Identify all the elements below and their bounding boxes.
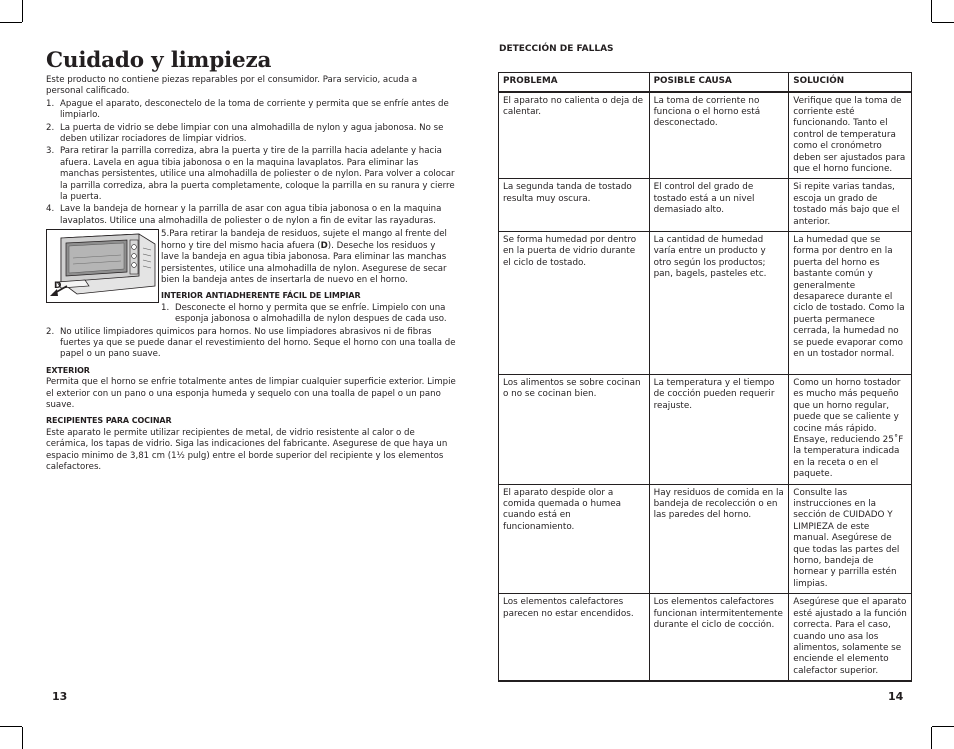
page-title: Cuidado y limpieza bbox=[46, 48, 272, 73]
table-row bbox=[499, 92, 912, 179]
crop-mark bbox=[22, 0, 23, 22]
table-row bbox=[499, 374, 912, 484]
problem-cell: El aparato despide olor a comida quemada o humea cuando está en funcionamiento. bbox=[499, 484, 650, 594]
figure-label: D bbox=[54, 281, 62, 292]
care-cleaning-section bbox=[46, 48, 456, 473]
table-row bbox=[499, 231, 912, 374]
crop-mark bbox=[932, 22, 954, 23]
table-header-row bbox=[499, 73, 912, 92]
column-header-cause: POSIBLE CAUSA bbox=[649, 73, 789, 92]
crop-mark bbox=[0, 22, 22, 23]
interior-heading: INTERIOR ANTIADHERENTE FÁCIL DE LIMPIAR bbox=[161, 291, 361, 301]
troubleshooting-table bbox=[498, 72, 912, 682]
list-item: 4. Lave la bandeja de hornear y la parrilla de asar con agua tibia jabonosa o en la maquina lavaplatos. Utilice una almohadilla de poliester o de nylon a fin de evitar las rayaduras. bbox=[46, 204, 442, 226]
crop-mark bbox=[932, 726, 954, 727]
step-5: 5.Para retirar la bandeja de residuos, sujete el mango al frente del horno y tire del mismo hacia afuera (D). Deseche los residuos y lave la bandeja en agua tibia jabonosa. Para eliminar las manchas persistentes, utilice una almohadilla de nylon. Asegurese de secar bien la bandeja antes de insertarla de nuevo en el horno. INTERIOR ANTIADHERENTE FÁCIL DE LIMPIAR 1. Desconecte el horno y permita que se enfríe. Limpielo con una esponja jabonosa o almohadilla de nylon despues de cada uso. bbox=[161, 229, 456, 325]
solution-cell: Como un horno tostador es mucho más pequeño que un horno regular, puede que se caliente y cocine más rápido. Ensaye, reduciendo 25˚F la temperatura indicada en la receta o en el paquete. bbox=[789, 374, 912, 484]
solution-cell: La humedad que se forma por dentro en la puerta del horno es bastante común y generalmente desaparece durante el ciclo de tostado. Como la puerta permanece cerrada, la humedad no se puede evaporar como en un tostador normal. bbox=[789, 231, 912, 374]
crumb-tray-figure-row bbox=[46, 229, 456, 325]
list-item: 2. No utilice limpiadores quimicos para hornos. No use limpiadores abrasivos ni de fibras fuertes ya que se puede danar el revestimiento del horno. Seque el horno con una toalla de papel o un pano suave. bbox=[46, 326, 456, 360]
problem-cell: Se forma humedad por dentro en la puerta de vidrio durante el ciclo de tostado. bbox=[499, 231, 650, 374]
cause-cell: La toma de corriente no funciona o el horno está desconectado. bbox=[649, 92, 789, 179]
page-number-left: 13 bbox=[52, 690, 68, 703]
page-number-right: 14 bbox=[888, 690, 904, 703]
recipients-heading: RECIPIENTES PARA COCINAR bbox=[46, 416, 172, 426]
cause-cell: Los elementos calefactores funcionan intermitentemente durante el ciclo de cocción. bbox=[649, 594, 789, 681]
table-row bbox=[499, 484, 912, 594]
solution-cell: Verifique que la toma de corriente esté funcionando. Tanto el control de temperatura como el cronómetro deben ser ajustados para que el horno funcione. bbox=[789, 92, 912, 179]
recipients-text: Este aparato le permite utilizar recipientes de metal, de vidrio resistente al calor o de cerámica, los tapas de vidrio. Siga las indicaciones del fabricante. Asegurese de que haya un espacio minimo de 3,81 cm (1½ pulg) entre el borde superior del recipiente y los elementos calefactores. bbox=[46, 427, 448, 472]
solution-cell: Consulte las instrucciones en la sección de CUIDADO Y LIMPIEZA de este manual. Asegúrese de que todas las partes del horno, bandeja de hornear y parrilla estén limpias. bbox=[789, 484, 912, 594]
solution-cell: Asegúrese que el aparato esté ajustado a la función correcta. Para el caso, cuando uno asa los alimentos, solamente se enciende el elemento calefactor superior. bbox=[789, 594, 912, 681]
cause-cell: El control del grado de tostado está a un nivel demasiado alto. bbox=[649, 179, 789, 232]
cause-cell: La cantidad de humedad varía entre un producto y otro según los productos; pan, bagels, pasteles etc. bbox=[649, 231, 789, 374]
column-header-solution: SOLUCIÓN bbox=[789, 73, 912, 92]
oven-illustration bbox=[46, 229, 159, 303]
crop-mark bbox=[0, 726, 22, 727]
toaster-oven-icon bbox=[47, 230, 158, 302]
list-item: 2. La puerta de vidrio se debe limpiar con una almohadilla de nylon y agua jabonosa. No se deben utilizar rociadores de limpiar vidrios. bbox=[46, 122, 444, 145]
problem-cell: Los elementos calefactores parecen no estar encendidos. bbox=[499, 594, 650, 681]
troubleshooting-heading: DETECCIÓN DE FALLAS bbox=[499, 44, 614, 54]
list-item: 1. Apague el aparato, desconectelo de la toma de corriente y permita que se enfríe antes de limpiarlo. bbox=[46, 98, 449, 121]
crop-mark bbox=[931, 727, 932, 749]
exterior-text: Permita que el horno se enfrie totalmente antes de limpiar cualquier superficie exterior. Limpie el exterior con un pano o una esponja humeda y sequelo con una toalla de papel o un pano suave. bbox=[46, 377, 456, 410]
problem-cell: Los alimentos se sobre cocinan o no se cocinan bien. bbox=[499, 374, 650, 484]
cause-cell: Hay residuos de comida en la bandeja de recolección o en las paredes del horno. bbox=[649, 484, 789, 594]
crop-mark bbox=[931, 0, 932, 22]
exterior-heading: EXTERIOR bbox=[46, 365, 90, 375]
table-row bbox=[499, 594, 912, 681]
problem-cell: La segunda tanda de tostado resulta muy oscura. bbox=[499, 179, 650, 232]
column-header-problem: PROBLEMA bbox=[499, 73, 650, 92]
crop-mark bbox=[22, 727, 23, 749]
intro-text: Este producto no contiene piezas reparables por el consumidor. Para servicio, acuda a personal calificado. bbox=[46, 75, 418, 97]
cause-cell: La temperatura y el tiempo de cocción pueden requerir reajuste. bbox=[649, 374, 789, 484]
list-item: 3. Para retirar la parrilla corrediza, abra la puerta y tire de la parrilla hacia adelante y hacia afuera. Lavela en agua tibia jabonosa o en la maquina lavaplatos. Para eliminar las manchas persistentes, utilice una almohadilla de poliester o de nylon. Para volver a colocar la parrilla corrediza, abra la puerta completamente, coloque la parrilla en su ranura y cierre la puerta. bbox=[46, 146, 455, 203]
table-row bbox=[499, 179, 912, 232]
list-item: 1. Desconecte el horno y permita que se enfríe. Limpielo con una esponja jabonosa o almohadilla de nylon despues de cada uso. bbox=[161, 302, 447, 325]
solution-cell: Si repite varias tandas, escoja un grado de tostado más bajo que el anterior. bbox=[789, 179, 912, 232]
problem-cell: El aparato no calienta o deja de calentar. bbox=[499, 92, 650, 179]
